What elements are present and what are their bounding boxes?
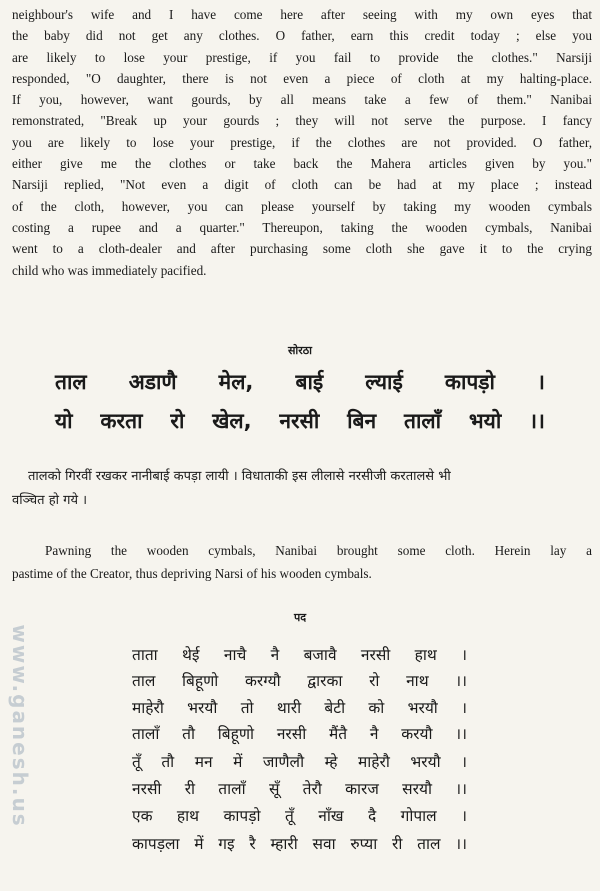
text-line: तालको गिरवीं रखकर नानीबाई कपड़ा लायी । विधाताकी इस लीलासे नरसीजी करतालसे भी <box>28 469 451 484</box>
text-line: Narsiji replied, "Not even a digit of cloth can be had at my place ; instead <box>12 177 592 193</box>
text-line: neighbour's wife and I have come here after seeing with my own eyes that <box>12 7 592 22</box>
pada-line-8: कापड़ला में गइ रै म्हारी सवा रुप्या री ताल ।। <box>132 835 467 853</box>
text-line: responded, "O daughter, there is not even a piece of cloth at my halting-place. <box>12 70 592 86</box>
watermark: www.ganesh.us <box>8 624 32 828</box>
text-line: If you, however, want gourds, by all means take a few of them." Nanibai <box>12 92 592 108</box>
pada-line-6: नरसी री तालाँ सूँ तेरौ कारज सरयौ ।। <box>132 780 467 798</box>
text-line: वञ्चित हो गये । <box>12 493 88 508</box>
pada-line-5: तूँ तौ मन में जाणैलौ म्हे माहेरौ भरयौ । <box>132 753 467 771</box>
pada-line-3: माहेरौ भरयौ तो थारी बेटी को भरयौ । <box>132 699 467 717</box>
text-line: went to a cloth-dealer and after purchasing some cloth she gave it to the crying <box>12 241 592 257</box>
english-paragraph-2 <box>12 539 592 585</box>
hindi-prose <box>12 465 593 513</box>
pada-heading: पद <box>293 611 307 624</box>
pada-line-2: ताल बिहूणो करग्यौ द्वारका रो नाथ ।। <box>132 672 467 690</box>
text-line: you are likely to lose your prestige, if the clothes are not provided. O father, <box>12 134 592 150</box>
soratha-line-2: यो करता रो खेल, नरसी बिन तालाँ भयो ।। <box>55 409 545 433</box>
soratha-heading: सोरठा <box>287 344 313 357</box>
text-line: either give me the clothes or take back the Mahera articles given by you." <box>12 156 592 172</box>
pada-line-1: ताता थेई नाचै नै बजावै नरसी हाथ । <box>132 646 467 664</box>
text-line: remonstrated, "Break up your gourds ; they will not serve the purpose. I fancy <box>12 113 592 129</box>
pada-line-7: एक हाथ कापड़ो तूँ नाँख दै गोपाल । <box>132 807 467 825</box>
text-line: are likely to lose your prestige, if you fail to provide the clothes." Narsiji <box>12 49 592 65</box>
pada-line-4: तालाँ तौ बिहूणो नरसी मैंतै नै करयौ ।। <box>132 725 467 743</box>
soratha-line-1: ताल अडाणै मेल, बाई ल्याई कापड़ो । <box>55 370 545 394</box>
text-line: pastime of the Creator, thus depriving Narsi of his wooden cymbals. <box>12 566 372 581</box>
text-line: Pawning the wooden cymbals, Nanibai brought some cloth. Herein lay a <box>45 543 592 558</box>
text-line: of the cloth, however, you can please yourself by taking my wooden cymbals <box>12 198 592 214</box>
text-line: costing a rupee and a quarter." Thereupon, taking the wooden cymbals, Nanibai <box>12 219 592 235</box>
english-paragraph-1 <box>12 4 592 281</box>
text-line: the baby did not get any clothes. O father, earn this credit today ; else you <box>12 28 592 44</box>
text-line: child who was immediately pacified. <box>12 262 207 278</box>
